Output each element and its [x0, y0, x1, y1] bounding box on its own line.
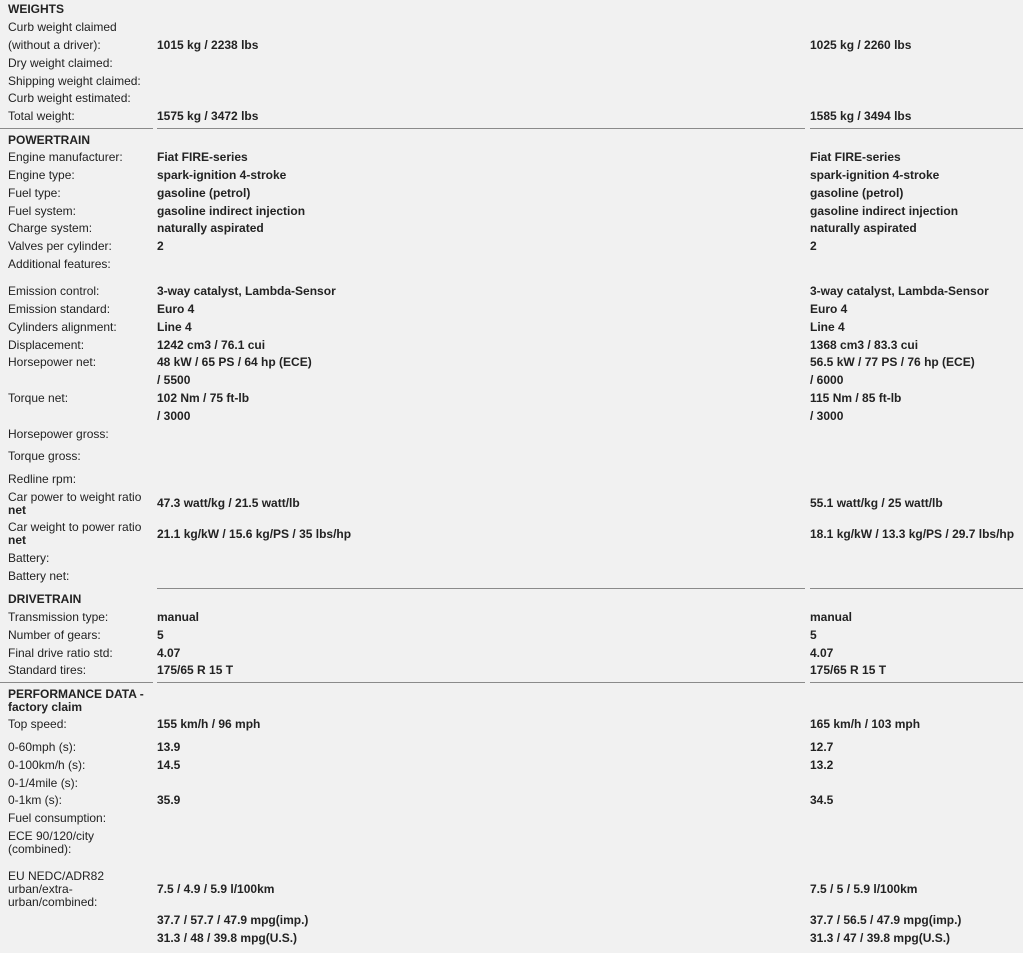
divider — [0, 682, 153, 683]
value-emission-control-2: 3-way catalyst, Lambda-Sensor — [810, 284, 989, 298]
value-cylinders-2: Line 4 — [810, 320, 845, 334]
label-tires: Standard tires: — [8, 663, 87, 677]
value-power-to-weight-2: 55.1 watt/kg / 25 watt/lb — [810, 496, 943, 510]
label-0-60: 0-60mph (s): — [8, 740, 77, 754]
label-weight-to-power-text: Car weight to power ratio — [8, 520, 142, 534]
value-0-60-2: 12.7 — [810, 740, 834, 754]
divider — [810, 588, 1023, 589]
value-transmission-2: manual — [810, 610, 853, 624]
value-curb-weight-2: 1025 kg / 2260 lbs — [810, 38, 912, 52]
value-valves-2: 2 — [810, 239, 817, 253]
label-nedc — [8, 870, 148, 909]
divider — [810, 128, 1023, 129]
divider — [157, 128, 805, 129]
value-engine-type-2: spark-ignition 4-stroke — [810, 168, 940, 182]
value-mpg-us-1: 31.3 / 48 / 39.8 mpg(U.S.) — [157, 931, 298, 945]
label-horsepower-net: Horsepower net: — [8, 355, 97, 369]
value-0-100-1: 14.5 — [157, 758, 181, 772]
section-performance: PERFORMANCE DATA - factory claim — [8, 687, 144, 714]
value-weight-to-power-1: 21.1 kg/kW / 15.6 kg/PS / 35 lbs/hp — [157, 527, 352, 541]
value-torque-rpm-2: / 3000 — [810, 409, 844, 423]
label-redline: Redline rpm: — [8, 472, 77, 486]
label-emission-standard: Emission standard: — [8, 302, 111, 316]
value-valves-1: 2 — [157, 239, 164, 253]
label-final-drive: Final drive ratio std: — [8, 646, 113, 660]
divider — [0, 128, 153, 129]
label-power-to-weight — [8, 491, 148, 517]
value-top-speed-1: 155 km/h / 96 mph — [157, 717, 261, 731]
value-weight-to-power-2: 18.1 kg/kW / 13.3 kg/PS / 29.7 lbs/hp — [810, 527, 1015, 541]
value-final-drive-1: 4.07 — [157, 646, 181, 660]
value-nedc-1: 7.5 / 4.9 / 5.9 l/100km — [157, 882, 275, 896]
label-total-weight: Total weight: — [8, 109, 75, 123]
label-nedc-line2: urban/extra- — [8, 882, 73, 896]
value-nedc-2: 7.5 / 5 / 5.9 l/100km — [810, 882, 918, 896]
section-weights: WEIGHTS — [8, 2, 64, 16]
label-dry-weight: Dry weight claimed: — [8, 56, 113, 70]
label-curb-weight: Curb weight claimed — [8, 20, 117, 34]
label-top-speed: Top speed: — [8, 717, 67, 731]
value-fuel-type-1: gasoline (petrol) — [157, 186, 251, 200]
label-nedc-line1: EU NEDC/ADR82 — [8, 869, 105, 883]
value-mpg-us-2: 31.3 / 47 / 39.8 mpg(U.S.) — [810, 931, 951, 945]
label-battery: Battery: — [8, 551, 50, 565]
label-engine-manufacturer: Engine manufacturer: — [8, 150, 123, 164]
value-engine-manufacturer-2: Fiat FIRE-series — [810, 150, 901, 164]
label-horsepower-gross: Horsepower gross: — [8, 427, 109, 441]
value-torque-net-2: 115 Nm / 85 ft-lb — [810, 391, 902, 405]
label-0-1km: 0-1km (s): — [8, 793, 62, 807]
label-nedc-line3: urban/combined: — [8, 895, 98, 909]
label-fuel-consumption: Fuel consumption: — [8, 811, 107, 825]
value-horsepower-rpm-2: / 6000 — [810, 373, 844, 387]
value-fuel-type-2: gasoline (petrol) — [810, 186, 904, 200]
value-mpg-imp-2: 37.7 / 56.5 / 47.9 mpg(imp.) — [810, 913, 962, 927]
value-0-100-2: 13.2 — [810, 758, 834, 772]
label-ece-line2: (combined): — [8, 842, 72, 856]
value-0-1km-2: 34.5 — [810, 793, 834, 807]
label-emission-control: Emission control: — [8, 284, 100, 298]
value-fuel-system-2: gasoline indirect injection — [810, 204, 959, 218]
label-curb-weight-note: (without a driver): — [8, 38, 101, 52]
value-0-60-1: 13.9 — [157, 740, 181, 754]
label-engine-type: Engine type: — [8, 168, 75, 182]
value-torque-rpm-1: / 3000 — [157, 409, 191, 423]
divider — [157, 588, 805, 589]
value-total-weight-2: 1585 kg / 3494 lbs — [810, 109, 912, 123]
label-valves: Valves per cylinder: — [8, 239, 112, 253]
value-total-weight-1: 1575 kg / 3472 lbs — [157, 109, 259, 123]
value-horsepower-net-1: 48 kW / 65 PS / 64 hp (ECE) — [157, 355, 312, 369]
label-weight-to-power-net: net — [8, 533, 26, 547]
value-horsepower-net-2: 56.5 kW / 77 PS / 76 hp (ECE) — [810, 355, 975, 369]
value-emission-standard-2: Euro 4 — [810, 302, 848, 316]
value-emission-control-1: 3-way catalyst, Lambda-Sensor — [157, 284, 336, 298]
value-fuel-system-1: gasoline indirect injection — [157, 204, 306, 218]
value-tires-2: 175/65 R 15 T — [810, 663, 887, 677]
value-transmission-1: manual — [157, 610, 200, 624]
value-gears-2: 5 — [810, 628, 817, 642]
value-power-to-weight-1: 47.3 watt/kg / 21.5 watt/lb — [157, 496, 300, 510]
value-horsepower-rpm-1: / 5500 — [157, 373, 191, 387]
label-shipping-weight: Shipping weight claimed: — [8, 74, 141, 88]
label-ece — [8, 830, 148, 856]
label-power-to-weight-net: net — [8, 503, 26, 517]
label-quarter-mile: 0-1/4mile (s): — [8, 776, 79, 790]
label-ece-line1: ECE 90/120/city — [8, 829, 95, 843]
label-additional-features: Additional features: — [8, 257, 111, 271]
label-displacement: Displacement: — [8, 338, 85, 352]
value-mpg-imp-1: 37.7 / 57.7 / 47.9 mpg(imp.) — [157, 913, 309, 927]
value-emission-standard-1: Euro 4 — [157, 302, 195, 316]
label-torque-gross: Torque gross: — [8, 449, 81, 463]
value-0-1km-1: 35.9 — [157, 793, 181, 807]
label-fuel-system: Fuel system: — [8, 204, 77, 218]
label-battery-net: Battery net: — [8, 569, 70, 583]
value-torque-net-1: 102 Nm / 75 ft-lb — [157, 391, 250, 405]
label-torque-net: Torque net: — [8, 391, 69, 405]
label-curb-estimated: Curb weight estimated: — [8, 91, 131, 105]
label-weight-to-power — [8, 521, 148, 547]
value-gears-1: 5 — [157, 628, 164, 642]
label-gears: Number of gears: — [8, 628, 101, 642]
value-displacement-2: 1368 cm3 / 83.3 cui — [810, 338, 919, 352]
value-cylinders-1: Line 4 — [157, 320, 192, 334]
label-transmission: Transmission type: — [8, 610, 109, 624]
label-cylinders: Cylinders alignment: — [8, 320, 117, 334]
value-tires-1: 175/65 R 15 T — [157, 663, 234, 677]
label-power-to-weight-text: Car power to weight ratio — [8, 490, 142, 504]
divider — [157, 682, 805, 683]
value-charge-system-1: naturally aspirated — [157, 221, 264, 235]
label-0-100: 0-100km/h (s): — [8, 758, 86, 772]
label-charge-system: Charge system: — [8, 221, 93, 235]
label-fuel-type: Fuel type: — [8, 186, 61, 200]
divider — [810, 682, 1023, 683]
value-charge-system-2: naturally aspirated — [810, 221, 917, 235]
value-curb-weight-1: 1015 kg / 2238 lbs — [157, 38, 259, 52]
value-displacement-1: 1242 cm3 / 76.1 cui — [157, 338, 266, 352]
value-engine-type-1: spark-ignition 4-stroke — [157, 168, 287, 182]
value-final-drive-2: 4.07 — [810, 646, 834, 660]
value-top-speed-2: 165 km/h / 103 mph — [810, 717, 921, 731]
value-engine-manufacturer-1: Fiat FIRE-series — [157, 150, 248, 164]
section-drivetrain: DRIVETRAIN — [8, 592, 82, 606]
section-powertrain: POWERTRAIN — [8, 133, 90, 147]
